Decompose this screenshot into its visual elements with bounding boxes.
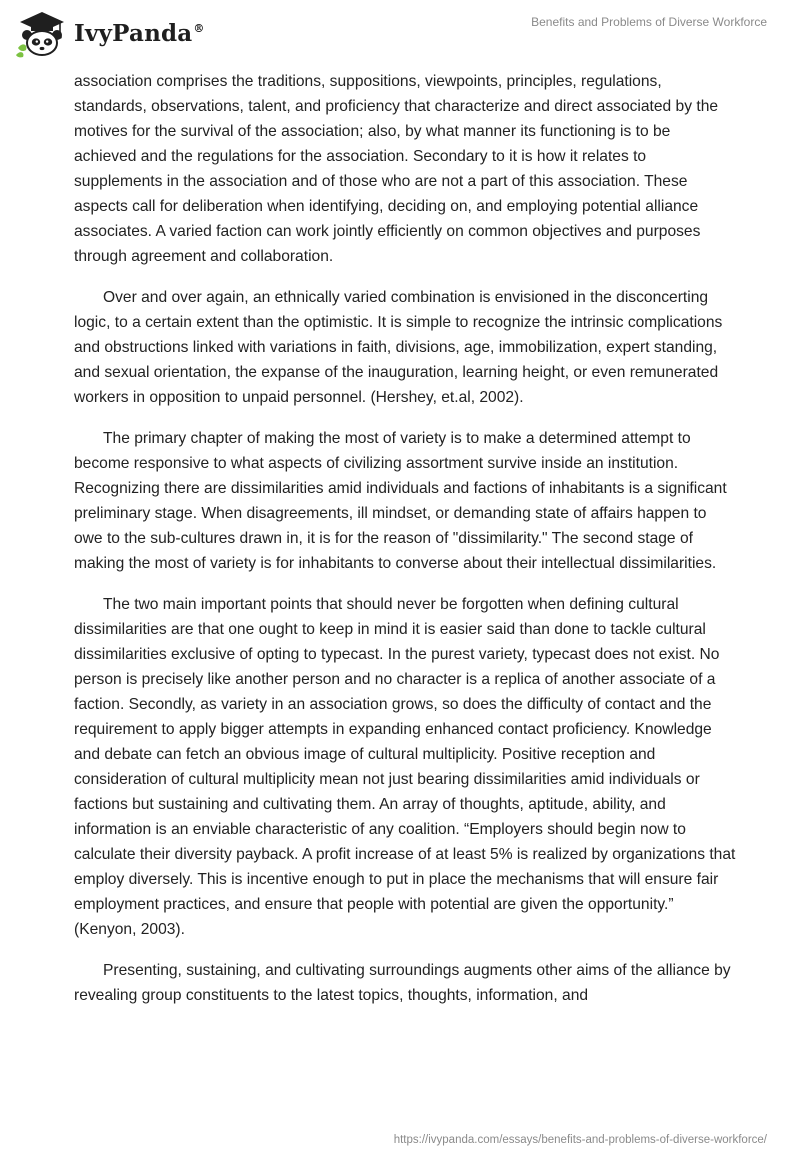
ivypanda-logo[interactable]	[14, 8, 205, 58]
panda-graduation-cap-icon	[14, 8, 70, 58]
page-header	[0, 0, 800, 70]
document-title: Benefits and Problems of Diverse Workforce	[531, 15, 767, 29]
paragraph-2: Over and over again, an ethnically varied combination is envisioned in the disconcerting logic, to a certain extent than the optimistic. It is simple to recognize the intrinsic complications and obstructions linked with variations in faith, divisions, age, immobilization, expert standing, and sexual orientation, the expanse of the inauguration, learning height, or even remunerated workers in opposition to unpaid personnel. (Hershey, et.al, 2002).	[74, 289, 723, 406]
brand-name: IvyPanda®	[74, 19, 205, 47]
paragraph-4: The two main important points that should never be forgotten when defining cultural dissimilarities are that one ought to keep in mind it is easier said than done to tackle cultural dissimilarities exclusive of opting to typecast. In the purest variety, typecast does not exist. No person is precisely like another person and no character is a replica of another associate of a faction. Secondly, as variety in an association grows, so does the difficulty of contact and the requirement to apply bigger attempts in expanding enhanced contact proficiency. Knowledge and debate can fetch an obvious image of cultural multiplicity. Positive reception and consideration of cultural multiplicity mean not just bearing dissimilarities amid individuals or factions but sustaining and cultivating them. An array of thoughts, aptitude, ability, and information is an enviable characteristic of any coalition. “Employers should begin now to calculate their diversity payback. A profit increase of at least 5% is realized by organizations that employ diversely. This is incentive enough to put in place the mechanisms that will ensure fair employment practices, and ensure that people with potential are given the opportunity.” (Kenyon, 2003).	[74, 596, 736, 938]
registered-mark: ®	[193, 21, 205, 35]
paragraph-3: The primary chapter of making the most of variety is to make a determined attempt to become responsive to what aspects of civilizing assortment survive inside an institution. Recognizing there are dissimilarities amid individuals and factions of inhabitants is a significant preliminary stage. When disagreements, ill mindset, or demanding state of affairs happen to owe to the sub-cultures drawn in, it is for the reason of "dissimilarity." The second stage of making the most of variety is for inhabitants to converse about their intellectual dissimilarities.	[74, 430, 727, 572]
paragraph-5: Presenting, sustaining, and cultivating surroundings augments other aims of the alliance by revealing group constituents to the latest topics, thoughts, information, and	[74, 962, 731, 1004]
source-url-link[interactable]: https://ivypanda.com/essays/benefits-and-problems-of-diverse-workforce/	[393, 1134, 767, 1146]
essay-body	[74, 69, 736, 1024]
paragraph-1: association comprises the traditions, suppositions, viewpoints, principles, regulations, standards, observations, talent, and proficiency that characterize and direct associated by the motives for the survival of the association; also, by what manner its functioning is to be achieved and the regulations for the association. Secondary to it is how it relates to supplements in the association and of those who are not a part of this association. These aspects call for deliberation when identifying, deciding on, and employing potential alliance associates. A varied faction can work jointly efficiently on common objectives and purposes through agreement and collaboration.	[74, 73, 719, 265]
